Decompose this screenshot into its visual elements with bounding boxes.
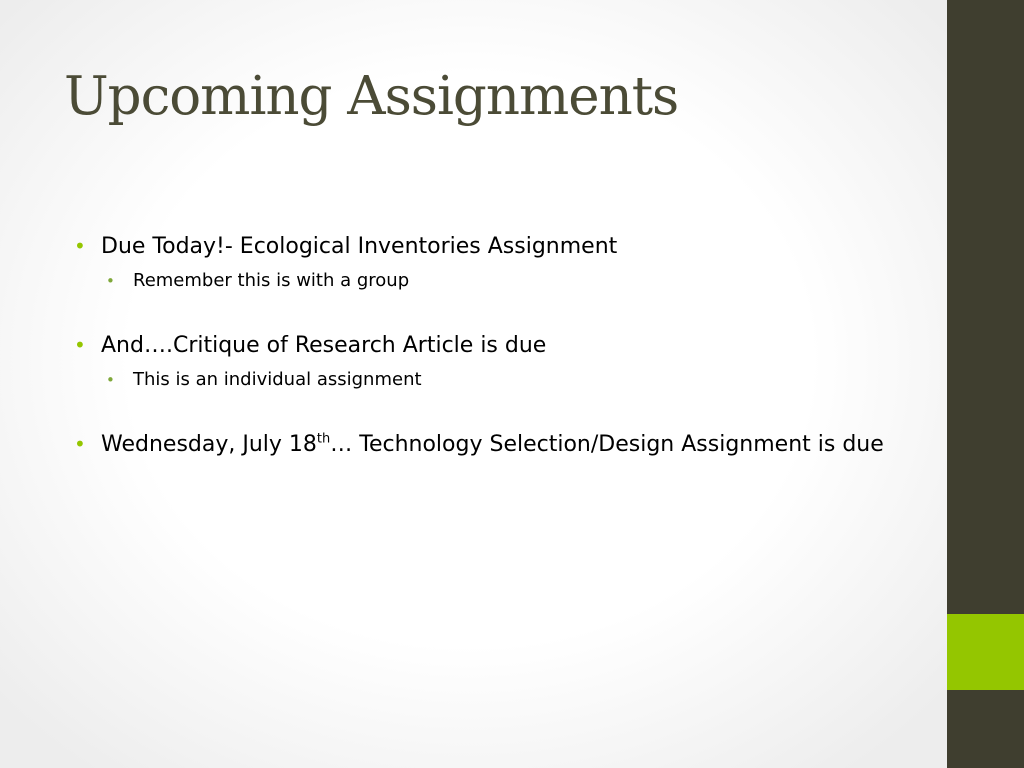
- bullet-text-1: Due Today!- Ecological Inventories Assignment: [101, 234, 618, 259]
- sub-bullet-text-2: This is an individual assignment: [133, 369, 422, 390]
- bullet-item-3: [74, 426, 894, 463]
- bullet-dot-icon: •: [74, 432, 86, 456]
- bullet-text-3-end: … Technology Selection/Design Assignment is due: [330, 432, 884, 457]
- bullet-item-1: [74, 228, 894, 265]
- bullet-dot-icon: •: [106, 272, 115, 290]
- sub-bullet-item-1: [106, 265, 894, 297]
- bullet-group-1: [74, 228, 894, 297]
- bullet-dot-icon: •: [74, 333, 86, 357]
- bullet-dot-icon: •: [106, 371, 115, 389]
- ordinal-suffix: th: [316, 431, 331, 447]
- bullet-dot-icon: •: [74, 234, 86, 258]
- bullet-item-2: [74, 327, 894, 364]
- bullet-group-2: [74, 327, 894, 396]
- sub-bullet-item-2: [106, 364, 894, 396]
- bullet-text-2: And….Critique of Research Article is due: [101, 333, 547, 358]
- accent-block: [947, 614, 1024, 690]
- sub-bullet-text-1: Remember this is with a group: [133, 270, 410, 291]
- bullet-list: [74, 228, 894, 493]
- slide-title: Upcoming Assignments: [64, 66, 679, 127]
- bullet-text-3-start: Wednesday, July 18: [101, 432, 317, 457]
- bullet-group-3: [74, 426, 894, 463]
